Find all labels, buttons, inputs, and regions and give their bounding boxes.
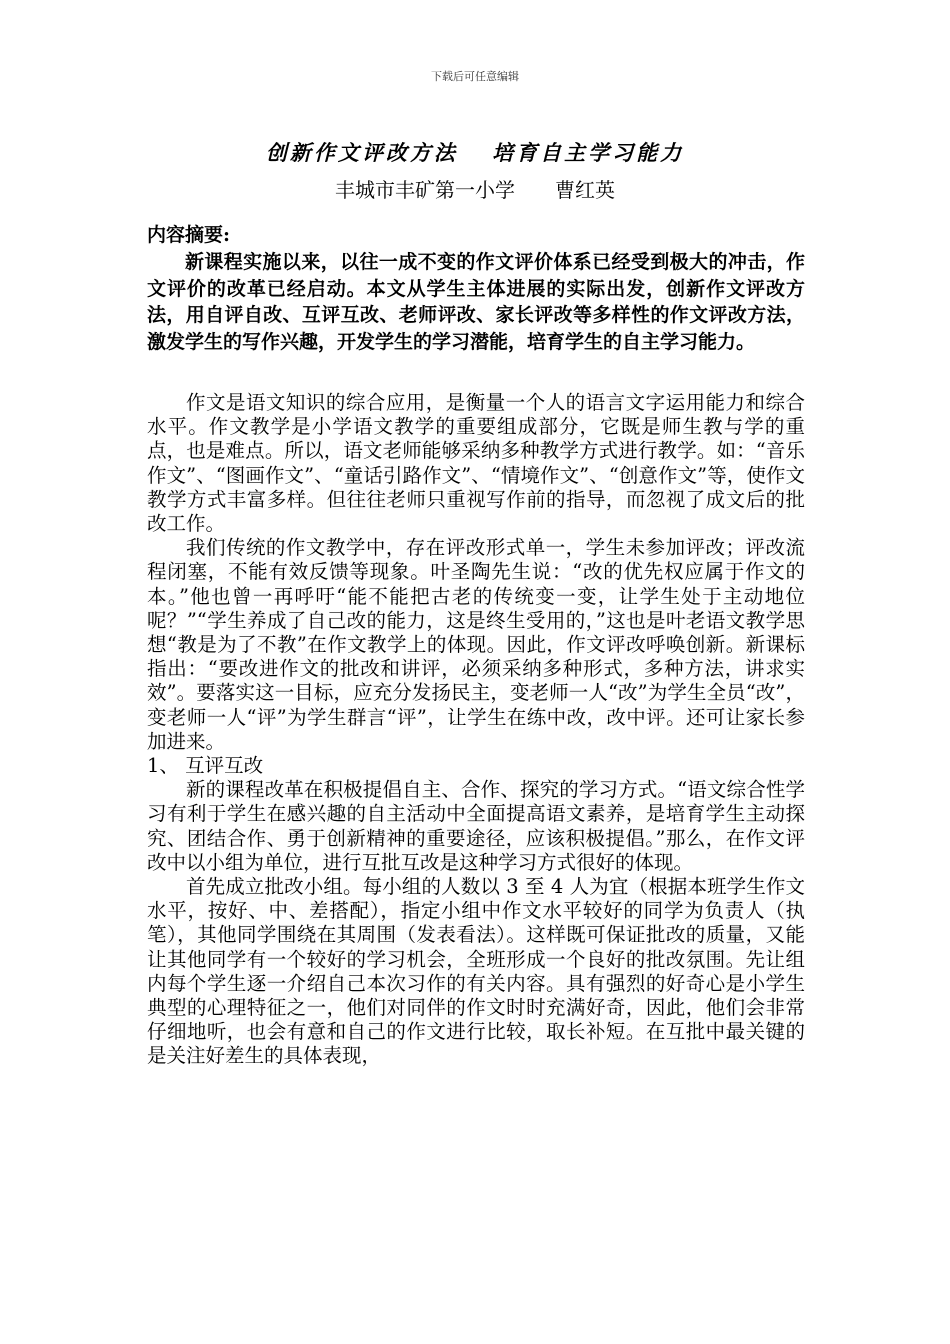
body-paragraph: 作文是语文知识的综合应用，是衡量一个人的语言文字运用能力和综合水平。作文教学是小学语文教学的重要组成部分，它既是师生教与学的重点，也是难点。所以，语文老师能够采纳多种教学方式进行教学。如：“音乐作文”、“图画作文”、“童话引路作文”、“情境作文”、“创意作文”等，使作文教学方式丰富多样。但往往老师只重视写作前的指导，而忽视了成文后的批改工作。	[147, 391, 805, 536]
body-paragraph: 我们传统的作文教学中，存在评改形式单一，学生未参加评改；评改流程闭塞，不能有效反馈等现象。叶圣陶先生说：“改的优先权应属于作文的本。”他也曾一再呼吁“能不能把古老的传统变一变，让学生处于主动地位呢？”“学生养成了自己改的能力，这是终生受用的，”这也是叶老语文教学思想“教是为了不教”在作文教学上的体现。因此，作文评改呼唤创新。新课标指出：“要改进作文的批改和讲评，必须采纳多种形式，多种方法，讲求实效”。要落实这一目标，应充分发扬民主，变老师一人“改”为学生全员“改”，变老师一人“评”为学生群言“评”，让学生在练中改，改中评。还可让家长参加进来。	[147, 536, 805, 753]
section-paragraph: 首先成立批改小组。每小组的人数以 3 至 4 人为宜（根据本班学生作文水平，按好、中、差搭配），指定小组中作文水平较好的同学为负责人（执笔），其他同学围绕在其周围（发表看法）。这样既可保证批改的质量，又能让其他同学有一个较好的学习机会，全班形成一个良好的批改氛围。先让组内每个学生逐一介绍自己本次习作的有关内容。具有强烈的好奇心是小学生典型的心理特征之一，他们对同伴的作文时时充满好奇，因此，他们会非常仔细地听，也会有意和自己的作文进行比较，取长补短。在互批中最关键的是关注好差生的具体表现，	[147, 875, 805, 1068]
document-title: 创新作文评改方法 培育自主学习能力	[265, 140, 685, 165]
section-heading: 1、 互评互改	[147, 754, 264, 778]
abstract-heading: 内容摘要:	[147, 224, 231, 246]
section-spacer	[147, 355, 805, 391]
section-paragraph: 新的课程改革在积极提倡自主、合作、探究的学习方式。“语文综合性学习有利于学生在感兴趣的自主活动中全面提高语文素养，是培育学生主动探究、团结合作、勇于创新精神的重要途径，应该积极提倡。”那么，在作文评改中以小组为单位，进行互批互改是这种学习方式很好的体现。	[147, 778, 805, 874]
document-body	[147, 222, 805, 1069]
abstract-body: 新课程实施以来，以往一成不变的作文评价体系已经受到极大的冲击，作文评价的改革已经启动。本文从学生主体进展的实际出发，创新作文评改方法，用自评自改、互评互改、老师评改、家长评改等多样性的作文评改方法，激发学生的写作兴趣，开发学生的学习潜能，培育学生的自主学习能力。	[147, 251, 805, 353]
author-line: 丰城市丰矿第一小学 曹红英	[335, 178, 615, 202]
header-note: 下载后可任意编辑	[431, 70, 519, 83]
